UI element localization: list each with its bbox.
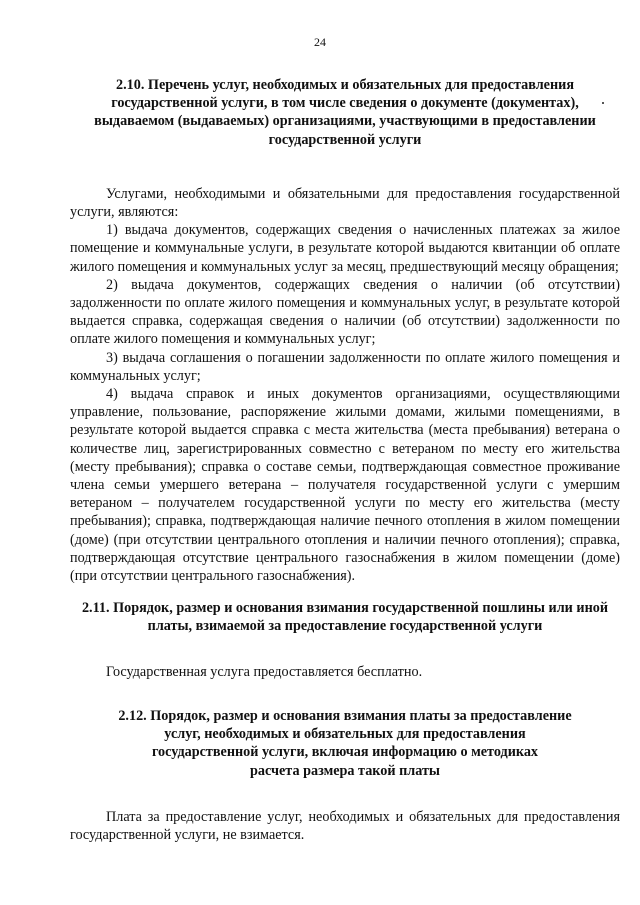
section-2-10-item-1: 1) выдача документов, содержащих сведения о начисленных платежах за жилое помещение и коммунальные услуги, в результате которой выдаются квитанции об оплате жилого помещения и коммунальных услуг за месяц, предшествующий месяцу обращения; [70, 222, 620, 275]
page-number: 24 [314, 35, 326, 49]
section-2-11-heading: 2.11. Порядок, размер и основания взимания государственной пошлины или иной платы, взимаемой за предоставление государственной услуги [81, 600, 609, 635]
section-2-10-item-4: 4) выдача справок и иных документов организациями, осуществляющими управление, пользование, распоряжение жилыми домами, жилыми помещениями, в результате которой выдается справка с места жительства (места пребывания) ветерана о количестве лиц, зарегистрированных совместно с ветераном по месту его жительства (месту пребывания); справка о составе семьи, подтверждающая совместное проживание члена семьи умершего ветерана – получателя государственной услуги с умершим ветераном – получателем государственной услуги по месту его жительства (месту пребывания); справка, подтверждающая наличие печного отопления в жилом помещении (доме) (при отсутствии центрального отопления и наличии печного отопления); справка, подтверждающая отсутствие центрального газоснабжения в жилом помещении (доме) (при отсутствии центрального газоснабжения). [70, 386, 620, 585]
section-2-10-intro: Услугами, необходимыми и обязательными для предоставления государственной услуги, являются: [70, 185, 620, 221]
section-2-12-heading-line-4: расчета размера такой платы [250, 762, 440, 779]
section-2-10-heading: 2.10. Перечень услуг, необходимых и обязательных для предоставления государственной услуги, в том числе сведения о документе (документах), выдаваемом (выдаваемых) организациями, участвующими в предоставлении государственной услуги [94, 77, 596, 148]
section-2-12-heading-line-3: государственной услуги, включая информацию о методиках [151, 744, 539, 761]
section-2-10-item-3: 3) выдача соглашения о погашении задолженности по оплате жилого помещения и коммунальных услуг; [70, 349, 620, 384]
section-2-12-heading-line-2: услуг, необходимых и обязательных для предоставления [164, 726, 526, 743]
page-content [70, 76, 620, 844]
section-2-12-heading [70, 707, 620, 780]
section-2-11-text: Государственная услуга предоставляется бесплатно. [106, 663, 423, 680]
section-2-10-item-2: 2) выдача документов, содержащих сведения о наличии (об отсутствии) задолженности по оплате жилого помещения и коммунальных услуг, в результате которой выдается справка, содержащая сведения о наличии (об отсутствии) задолженности по оплате жилого помещения и коммунальных услуг; [70, 276, 620, 348]
section-2-12-heading-line-1: 2.12. Порядок, размер и основания взимания платы за предоставление [118, 707, 572, 724]
section-2-12-text: Плата за предоставление услуг, необходимых и обязательных для предоставления государственной услуги, не взимается. [70, 808, 620, 843]
